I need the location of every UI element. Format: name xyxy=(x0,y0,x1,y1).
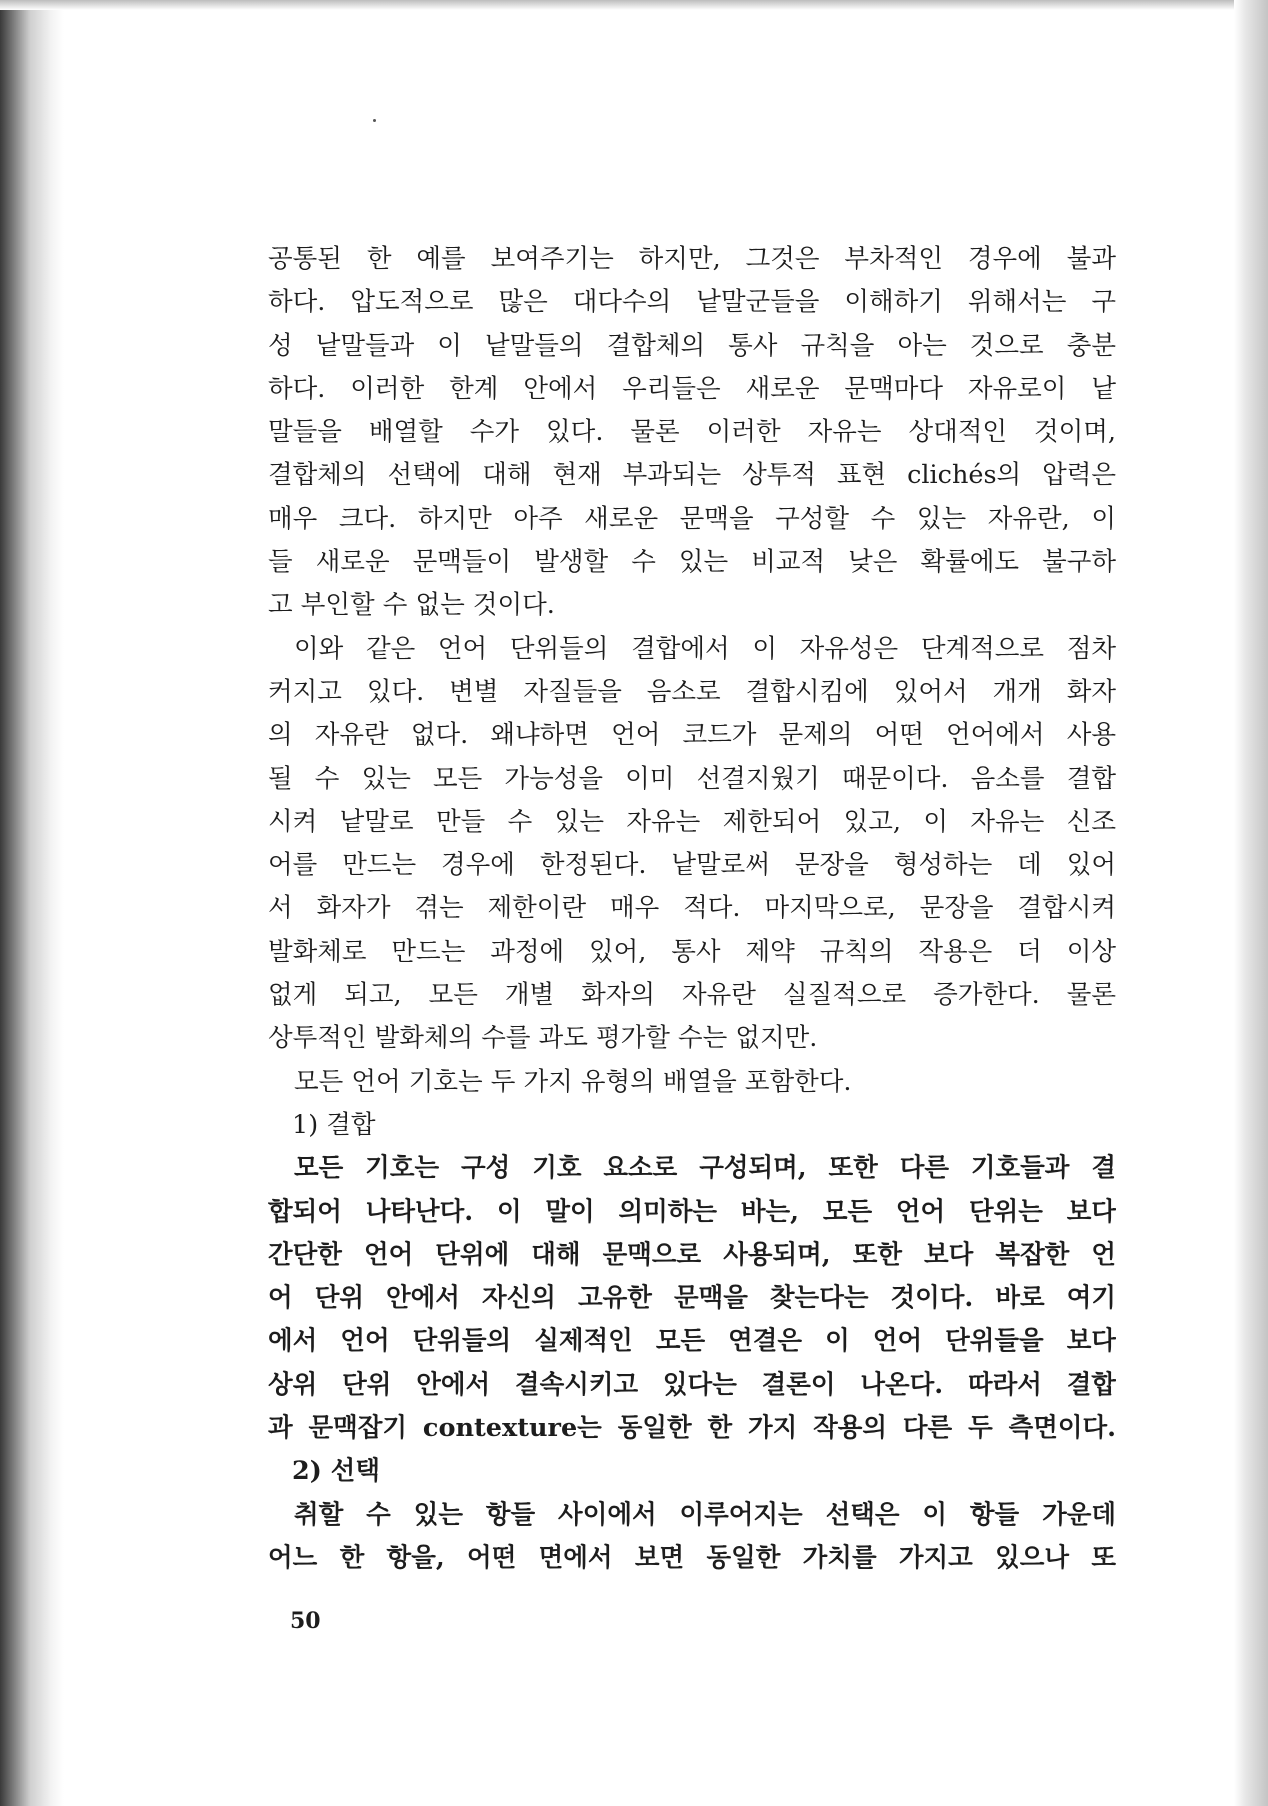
text-line: 고 부인할 수 없는 것이다. xyxy=(268,590,555,621)
text-line: 하다. 압도적으로 많은 대다수의 낱말군들을 이해하기 위해서는 구 xyxy=(268,287,1116,318)
text-line: 모든 기호는 구성 기호 요소로 구성되며, 또한 다른 기호들과 결 xyxy=(294,1153,1116,1184)
text-line: 1) 결합 xyxy=(292,1109,376,1140)
text-line: 발화체로 만드는 과정에 있어, 통사 제약 규칙의 작용은 더 이상 xyxy=(268,936,1116,967)
text-line: 상투적인 발화체의 수를 과도 평가할 수는 없지만. xyxy=(268,1023,818,1054)
text-line: 말들을 배열할 수가 있다. 물론 이러한 자유는 상대적인 것이며, xyxy=(268,417,1116,448)
text-line: 의 자유란 없다. 왜냐하면 언어 코드가 문제의 어떤 언어에서 사용 xyxy=(268,720,1116,751)
scan-shadow-top xyxy=(0,0,1268,10)
text-line: 성 낱말들과 이 낱말들의 결합체의 통사 규칙을 아는 것으로 충분 xyxy=(268,330,1116,361)
text-line: 어를 만드는 경우에 한정된다. 낱말로써 문장을 형성하는 데 있어 xyxy=(268,850,1116,881)
text-line: 합되어 나타난다. 이 말이 의미하는 바는, 모든 언어 단위는 보다 xyxy=(268,1196,1116,1227)
text-line: 어느 한 항을, 어떤 면에서 보면 동일한 가치를 가지고 있으나 또 xyxy=(268,1542,1116,1573)
text-line: 없게 되고, 모든 개별 화자의 자유란 실질적으로 증가한다. 물론 xyxy=(268,980,1116,1011)
text-line: 과 문맥잡기 contexture는 동일한 한 가지 작용의 다른 두 측면이다. xyxy=(268,1413,1116,1444)
text-line: 이와 같은 언어 단위들의 결합에서 이 자유성은 단계적으로 점차 xyxy=(294,633,1116,664)
text-line: 결합체의 선택에 대해 현재 부과되는 상투적 표현 clichés의 압력은 xyxy=(268,460,1116,491)
scan-speck xyxy=(373,119,376,122)
text-line: 시켜 낱말로 만들 수 있는 자유는 제한되어 있고, 이 자유는 신조 xyxy=(268,806,1116,837)
scan-shadow-right xyxy=(1234,0,1268,1806)
text-line: 2) 선택 xyxy=(292,1456,380,1487)
text-line: 공통된 한 예를 보여주기는 하지만, 그것은 부차적인 경우에 불과 xyxy=(268,244,1116,274)
page-body-text xyxy=(268,238,1116,1580)
text-line: 간단한 언어 단위에 대해 문맥으로 사용되며, 또한 보다 복잡한 언 xyxy=(268,1239,1116,1270)
page-number: 50 xyxy=(290,1608,321,1634)
text-line: 모든 언어 기호는 두 가지 유형의 배열을 포함한다. xyxy=(294,1066,852,1097)
text-line: 매우 크다. 하지만 아주 새로운 문맥을 구성할 수 있는 자유란, 이 xyxy=(268,503,1116,534)
text-line: 하다. 이러한 한계 안에서 우리들은 새로운 문맥마다 자유로이 낱 xyxy=(268,373,1116,404)
text-line: 어 단위 안에서 자신의 고유한 문맥을 찾는다는 것이다. 바로 여기 xyxy=(268,1283,1116,1314)
text-line: 커지고 있다. 변별 자질들을 음소로 결합시킴에 있어서 개개 화자 xyxy=(268,676,1116,707)
text-line: 취할 수 있는 항들 사이에서 이루어지는 선택은 이 항들 가운데 xyxy=(294,1499,1116,1530)
text-line: 에서 언어 단위들의 실제적인 모든 연결은 이 언어 단위들을 보다 xyxy=(268,1326,1116,1357)
scan-shadow-left xyxy=(0,0,64,1806)
text-line: 서 화자가 겪는 제한이란 매우 적다. 마지막으로, 문장을 결합시켜 xyxy=(268,893,1116,924)
text-line: 들 새로운 문맥들이 발생할 수 있는 비교적 낮은 확률에도 불구하 xyxy=(268,547,1116,578)
text-line: 될 수 있는 모든 가능성을 이미 선결지웠기 때문이다. 음소를 결합 xyxy=(268,763,1116,794)
text-line: 상위 단위 안에서 결속시키고 있다는 결론이 나온다. 따라서 결합 xyxy=(268,1369,1116,1400)
